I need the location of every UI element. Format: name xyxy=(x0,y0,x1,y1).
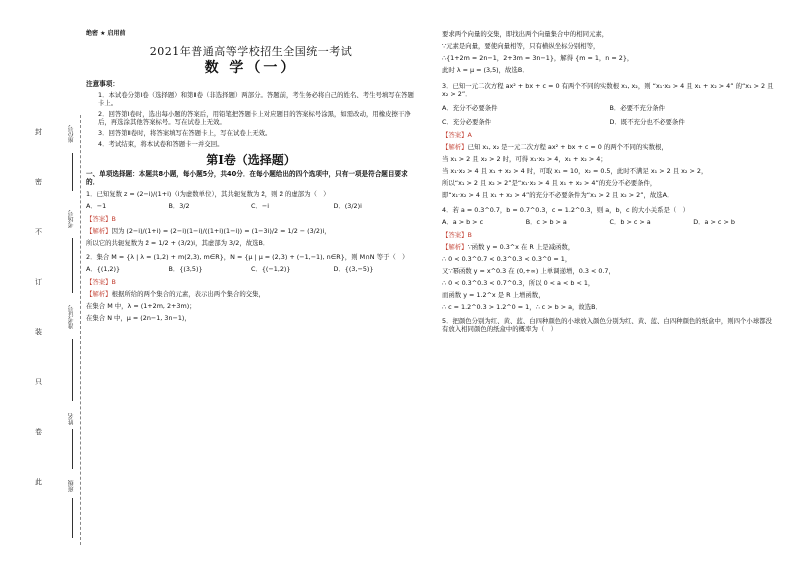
admission-number-line xyxy=(72,339,73,401)
explanation-text: 根据所给的两个集合的元素，表示出两个集合的交集， xyxy=(111,290,265,298)
note-item: 1．本试卷分第Ⅰ卷（选择题）和第Ⅱ卷（非选择题）两部分。答题前，考生务必将自己的姓名、考生号填写在答题卡上。 xyxy=(98,91,414,107)
explanation-tag: 【解析】 xyxy=(442,243,468,251)
note-item: 2．回答第Ⅰ卷时，选出每小题的答案后，用铅笔把答题卡上对应题目的答案标号涂黑，如需改动，用橡皮擦干净后，再选涂其他答案标号。写在试卷上无效。 xyxy=(98,110,411,126)
question-3-options-row1 xyxy=(442,104,777,112)
option: C．充分必要条件 xyxy=(442,118,492,126)
question-2-options xyxy=(86,265,416,273)
option: A．−1 xyxy=(86,202,107,210)
admission-number-label: 准考证号 xyxy=(68,305,75,329)
room-number-line xyxy=(72,238,73,293)
cut-line xyxy=(80,115,81,545)
explanation-text: 因为 (2−i)/(1+i) = (2−i)(1−i)/((1+i)(1−i)) = (1−3i)/2 = 1/2 − (3/2)i， xyxy=(111,227,331,235)
question-1-options xyxy=(86,202,416,210)
exam-subtitle: 数 学（一） xyxy=(204,60,298,76)
seal-char: 只 xyxy=(35,378,42,386)
answer-tag: 【答案】B xyxy=(442,231,472,239)
option: B．c > b > a xyxy=(525,218,567,226)
option: C．{(−1,2)} xyxy=(251,265,291,273)
question-1: 1．已知复数 z = (2−i)/(1+i)（i为虚数单位），其共轭复数为 z̄，则 z̄ 的虚部为（ ） xyxy=(86,190,330,198)
answer-tag: 【答案】B xyxy=(86,278,116,286)
explanation-text: 所以它的共轭复数为 z̄ = 1/2 + (3/2)i，其虚部为 3/2，故选B． xyxy=(86,239,270,247)
explanation-text: 此时 λ = μ = (3,5)，故选B． xyxy=(442,66,529,74)
class-line xyxy=(72,498,73,538)
explanation-text: ∴ 0 < 0.3^0.3 < 0.7^0.3，所以 0 < a < b < 1， xyxy=(442,279,595,287)
room-number-label: 考场号 xyxy=(68,210,75,228)
explanation-text: ∴{1+2m = 2n−1，2+3m = 3n−1}，解得 {m = 1，n = 2}， xyxy=(442,54,634,62)
class-label: 班级 xyxy=(68,480,75,492)
explanation-text: 当 x₁ > 2 且 x₂ > 2 时，可得 x₁·x₂ > 4，x₁ + x₂ > 4； xyxy=(442,155,607,163)
option: B．{(3,5)} xyxy=(168,265,203,273)
question-3: 3．已知一元二次方程 ax² + bx + c = 0 有两个不同的实数根 x₁, x₂，则 “x₁·x₂ > 4 且 x₁ + x₂ > 4” 的“x₁ > 2 且 x₂ > 2”． xyxy=(442,82,774,98)
question-3-options-row2 xyxy=(442,118,777,126)
confidential-mark: 绝密 ★ 启用前 xyxy=(86,30,126,37)
explanation-text: 又∵幂函数 y = x^0.3 在 (0,+∞) 上单调递增，0.3 < 0.7， xyxy=(442,267,615,275)
explanation-text: ∵函数 y = 0.3^x 在 R 上是减函数， xyxy=(467,243,575,251)
question-2: 2．集合 M = {λ | λ = (1,2) + m(2,3), m∈R}，N = {μ | μ = (2,3) + (−1,−1), n∈R}，则 M∩N 等于（ ） xyxy=(86,253,409,261)
right-column xyxy=(442,30,777,333)
question-4: 4．若 a = 0.3^0.7，b = 0.7^0.3，c = 1.2^0.3，则 a，b，c 的大小关系是（ ） xyxy=(442,206,690,214)
section-heading: 一、单项选择题：本题共8小题，每小题5分，共40分．在每小题给出的四个选项中，只有一项是符合题目要求的． xyxy=(86,170,408,186)
seal-char: 封 xyxy=(35,128,42,136)
answer-tag: 【答案】A xyxy=(442,131,472,139)
note-item: 4．考试结束，将本试卷和答题卡一并交回。 xyxy=(98,140,224,148)
option: D．a > c > b xyxy=(693,218,735,226)
seat-number-label: 座位号 xyxy=(68,125,75,143)
exam-title: 2021年普通高等学校招生全国统一考试 xyxy=(149,45,353,58)
seat-number-line xyxy=(72,153,73,191)
question-4-options xyxy=(442,218,777,226)
explanation-tag: 【解析】 xyxy=(86,290,112,298)
seal-char: 卷 xyxy=(35,428,42,436)
question-5: 5．把颜色分别为红、黄、蓝、白四种颜色的小球放入颜色分别为红、黄、蓝、白四种颜色的纸盒中，则四个小球都没有放入相同颜色的纸盒中的概率为（ ） xyxy=(442,317,772,333)
explanation-text: ∴ c = 1.2^0.3 > 1.2^0 = 1，∴ c > b > a，故选B． xyxy=(442,303,602,311)
seal-char: 装 xyxy=(35,328,42,336)
seal-char: 订 xyxy=(35,278,42,286)
explanation-text: ∵元素是向量，要使向量相等，只有横纵坐标分别相等， xyxy=(442,42,600,50)
explanation-text: 要求两个向量的交集，即找出两个向量集合中的相同元素， xyxy=(442,30,609,38)
option: D．{(3,−5)} xyxy=(333,265,374,273)
explanation-text: 已知 x₁, x₂ 是一元二次方程 ax² + bx + c = 0 的两个不同的实数根， xyxy=(467,143,668,151)
explanation-text: 所以“x₁ > 2 且 x₂ > 2”是“x₁·x₂ > 4 且 x₁ + x₂ > 4”的充分不必要条件， xyxy=(442,179,657,187)
note-item: 3．回答第Ⅱ卷时，将答案填写在答题卡上，写在试卷上无效。 xyxy=(98,129,272,137)
option: C．b > c > a xyxy=(609,218,651,226)
explanation-text: 在集合 M 中，λ = (1+2m, 2+3m)； xyxy=(86,302,196,310)
explanation-text: 当 x₁·x₂ > 4 且 x₁ + x₂ > 4 时，可取 x₁ = 10，x₂ = 0.5，此时不满足 x₁ > 2 且 x₂ > 2， xyxy=(442,167,708,175)
seal-char: 不 xyxy=(35,228,42,236)
option: A．充分不必要条件 xyxy=(442,104,498,112)
explanation-text: ∴ 0 < 0.3^0.7 < 0.3^0.3 < 0.3^0 = 1， xyxy=(442,255,572,263)
explanation-tag: 【解析】 xyxy=(86,227,112,235)
notes-heading: 注意事项： xyxy=(86,80,119,88)
answer-tag: 【答案】B xyxy=(86,215,116,223)
left-column xyxy=(86,30,416,322)
option: A．{(1,2)} xyxy=(86,265,121,273)
option: D．既不充分也不必要条件 xyxy=(609,118,685,126)
explanation-text: 而函数 y = 1.2^x 是 R 上增函数， xyxy=(442,291,545,299)
option: B．3/2 xyxy=(168,202,190,210)
option: C．−i xyxy=(251,202,269,210)
option: A．a > b > c xyxy=(442,218,484,226)
part-one-title: 第Ⅰ卷（选择题） xyxy=(206,153,296,167)
explanation-tag: 【解析】 xyxy=(442,143,468,151)
option: D．(3/2)i xyxy=(333,202,362,210)
name-label: 姓名 xyxy=(68,413,75,425)
explanation-text: 即“x₁·x₂ > 4 且 x₁ + x₂ > 4”的充分不必要条件为“x₁ > 2 且 x₂ > 2”，故选A． xyxy=(442,191,674,199)
name-line xyxy=(72,429,73,469)
option: B．必要不充分条件 xyxy=(609,104,666,112)
explanation-text: 在集合 N 中，μ = (2n−1, 3n−1)， xyxy=(86,314,191,322)
seal-char: 密 xyxy=(35,178,42,186)
seal-char: 此 xyxy=(35,478,42,486)
